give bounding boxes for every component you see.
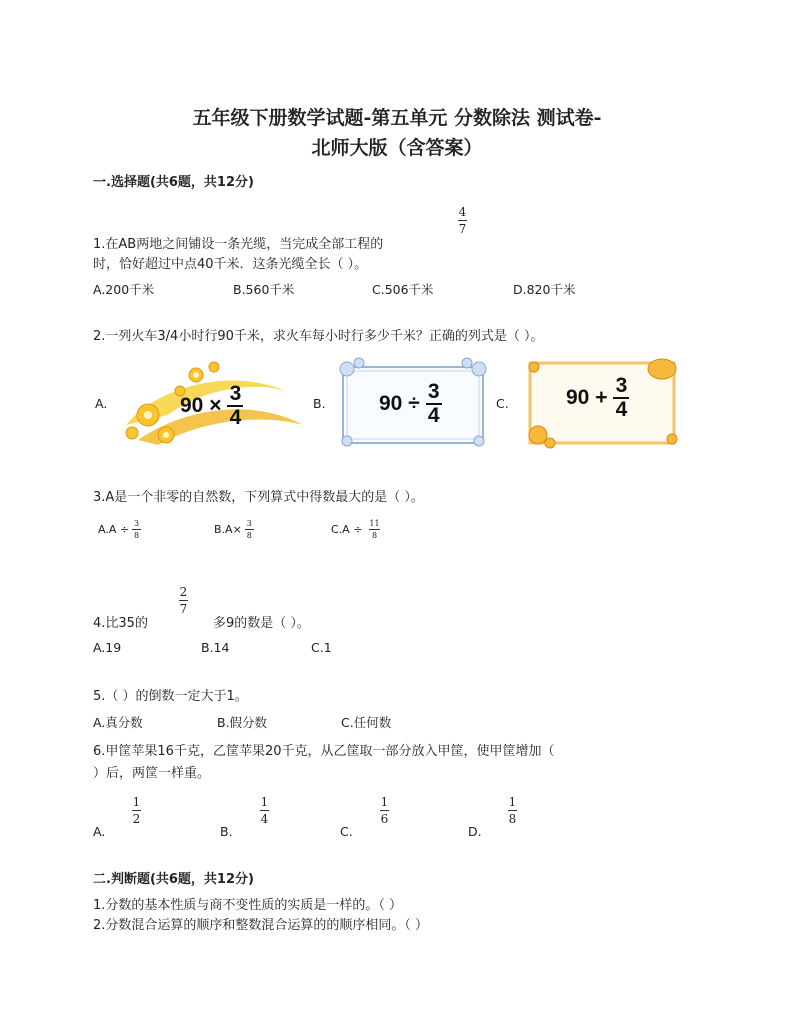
q6-option-c-fraction: [380, 795, 389, 826]
q2-text: 2.一列火车3/4小时行90千米，求火车每小时行多少千米？正确的列式是（ ）。: [93, 329, 544, 344]
expression-b-left: 90 ÷: [379, 392, 420, 415]
q5-option-b: B.假分数: [217, 715, 268, 730]
fraction-numerator: 4: [458, 205, 467, 219]
q4-option-a: A.19: [93, 640, 122, 655]
fraction-numerator: 1: [132, 795, 141, 809]
expression-c: [566, 375, 629, 421]
fraction-numerator: 2: [179, 585, 188, 599]
q1-line2: 时，恰好超过中点40千米．这条光缆全长（ ）。: [93, 257, 368, 272]
q1-option-c: C.506千米: [372, 282, 434, 297]
q3-option-b: [214, 519, 254, 540]
expression-c-left: 90 +: [566, 386, 608, 409]
option-text: B.A×: [214, 523, 242, 536]
expression-a-left: 90 ×: [180, 394, 222, 417]
fraction-denominator: 2: [132, 812, 141, 826]
fraction-denominator: 4: [427, 404, 440, 427]
option-fraction: [245, 519, 254, 540]
fraction-denominator: 7: [458, 222, 467, 236]
q6-option-c-label: C.: [340, 824, 353, 839]
fraction-denominator: 8: [508, 812, 517, 826]
fraction-denominator: 4: [260, 812, 269, 826]
fraction-numerator: 1: [380, 795, 389, 809]
q4-option-b: B.14: [201, 640, 230, 655]
q2-label-c: C.: [496, 396, 509, 411]
q3-text: 3.A是一个非零的自然数，下列算式中得数最大的是（ ）。: [93, 490, 424, 505]
q6-option-a-label: A.: [93, 824, 106, 839]
option-fraction: [132, 519, 141, 540]
option-text: A.A ÷: [98, 523, 130, 536]
q4-option-c: C.1: [311, 640, 332, 655]
fraction-numerator: 3: [229, 382, 242, 405]
q3-option-a: [98, 519, 141, 540]
q1-option-a: A.200千米: [93, 282, 155, 297]
q1-fraction: [458, 205, 467, 236]
fraction-denominator: 4: [615, 398, 628, 421]
fraction-numerator: 3: [134, 519, 140, 528]
fraction-numerator: 3: [615, 374, 628, 397]
fraction-numerator: 11: [369, 519, 380, 528]
fraction-denominator: 8: [134, 531, 140, 540]
fraction-bar: [132, 529, 141, 530]
fraction-bar: [245, 529, 254, 530]
q5-option-c: C.任何数: [341, 715, 392, 730]
fraction-bar: [508, 810, 517, 811]
q6-option-b-label: B.: [220, 824, 233, 839]
option-b-frame-image: [333, 355, 493, 450]
q1-option-d: D.820千米: [513, 282, 576, 297]
q6-option-a-fraction: [132, 795, 141, 826]
fraction-denominator: 8: [246, 531, 252, 540]
fraction-denominator: 8: [371, 531, 378, 540]
q6-option-d-fraction: [508, 795, 517, 826]
judge-item-1: 1.分数的基本性质与商不变性质的实质是一样的。（ ）: [93, 898, 403, 913]
fraction-denominator: 7: [179, 602, 188, 616]
fraction-numerator: 3: [246, 519, 252, 528]
q5-text: 5.（ ）的倒数一定大于1。: [93, 689, 248, 704]
option-a-floral-image: [118, 355, 308, 450]
fraction-numerator: 3: [427, 380, 440, 403]
fraction-numerator: 1: [260, 795, 269, 809]
expression-c-fraction: [613, 375, 629, 421]
page-title-line1: 五年级下册数学试题-第五单元 分数除法 测试卷-: [192, 107, 602, 129]
fraction-bar: [179, 600, 188, 601]
q1-option-b: B.560千米: [233, 282, 295, 297]
q4-text-left: 4.比35的: [93, 616, 148, 631]
option-text: C.A ÷: [331, 523, 363, 536]
fraction-bar: [132, 810, 141, 811]
q2-label-b: B.: [313, 396, 326, 411]
q2-label-a: A.: [95, 396, 108, 411]
q4-fraction: [179, 585, 188, 616]
q6-option-b-fraction: [260, 795, 269, 826]
q1-line1: 1.在AB两地之间铺设一条光缆，当完成全部工程的: [93, 237, 384, 252]
q6-line1: 6.甲筐苹果16千克，乙筐苹果20千克，从乙筐取一部分放入甲筐，使甲筐增加（: [93, 744, 555, 759]
section-heading-judge: 二.判断题(共6题，共12分): [93, 872, 254, 887]
q4-text-right: 多9的数是（ ）。: [213, 616, 310, 631]
q5-option-a: A.真分数: [93, 715, 143, 730]
expression-b: [379, 381, 442, 427]
option-c-frame-image: [522, 353, 682, 451]
judge-item-2: 2.分数混合运算的顺序和整数混合运算的的顺序相同。（ ）: [93, 918, 429, 933]
page-title-line2: 北师大版（含答案）: [311, 137, 483, 159]
expression-a: [180, 383, 243, 429]
section-heading-choice: 一.选择题(共6题，共12分): [93, 175, 254, 190]
fraction-denominator: 6: [380, 812, 389, 826]
fraction-bar: [380, 810, 389, 811]
expression-a-fraction: [227, 383, 243, 429]
fraction-bar: [260, 810, 269, 811]
fraction-bar: [369, 529, 379, 530]
expression-b-fraction: [426, 381, 442, 427]
fraction-numerator: 1: [508, 795, 517, 809]
q6-option-d-label: D.: [468, 824, 482, 839]
q3-option-c: [331, 519, 380, 540]
q6-line2: ）后，两筐一样重。: [93, 766, 211, 781]
option-fraction: [369, 519, 379, 540]
fraction-denominator: 4: [229, 406, 242, 429]
fraction-bar: [458, 220, 467, 221]
